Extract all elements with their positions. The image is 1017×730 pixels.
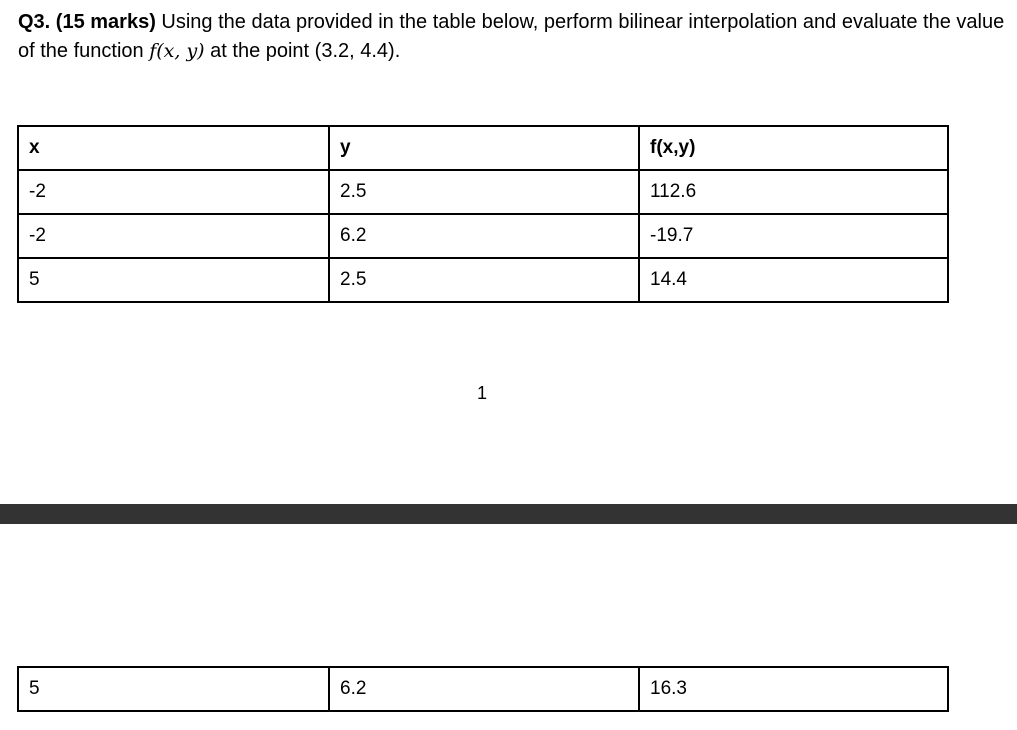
table-row (18, 258, 948, 302)
cell-y: 2.5 (329, 258, 639, 302)
header-fxy: f(x,y) (639, 126, 948, 170)
question-lead: Q3. (15 marks) (18, 11, 156, 33)
cell-y: 6.2 (329, 667, 639, 711)
question-text (18, 8, 1008, 66)
cell-y: 6.2 (329, 214, 639, 258)
cell-fxy: 112.6 (639, 170, 948, 214)
table-row (18, 170, 948, 214)
cell-fxy: 14.4 (639, 258, 948, 302)
table-header-row (18, 126, 948, 170)
cell-x: -2 (18, 170, 329, 214)
table-row (18, 667, 948, 711)
function-expression: f(x, y) (149, 40, 205, 62)
cell-x: 5 (18, 258, 329, 302)
cell-fxy: -19.7 (639, 214, 948, 258)
data-table-continued (17, 666, 949, 712)
cell-y: 2.5 (329, 170, 639, 214)
cell-x: 5 (18, 667, 329, 711)
header-x: x (18, 126, 329, 170)
header-y: y (329, 126, 639, 170)
data-table (17, 125, 949, 303)
page-number: 1 (476, 383, 487, 403)
cell-fxy: 16.3 (639, 667, 948, 711)
question-body: Using the data provided in the table below, perform bilinear interpolation and evaluate the value of the function (18, 11, 1005, 62)
question-point: at the point (3.2, 4.4). (204, 40, 401, 62)
cell-x: -2 (18, 214, 329, 258)
table-row (18, 214, 948, 258)
page-break-bar (0, 504, 1017, 524)
